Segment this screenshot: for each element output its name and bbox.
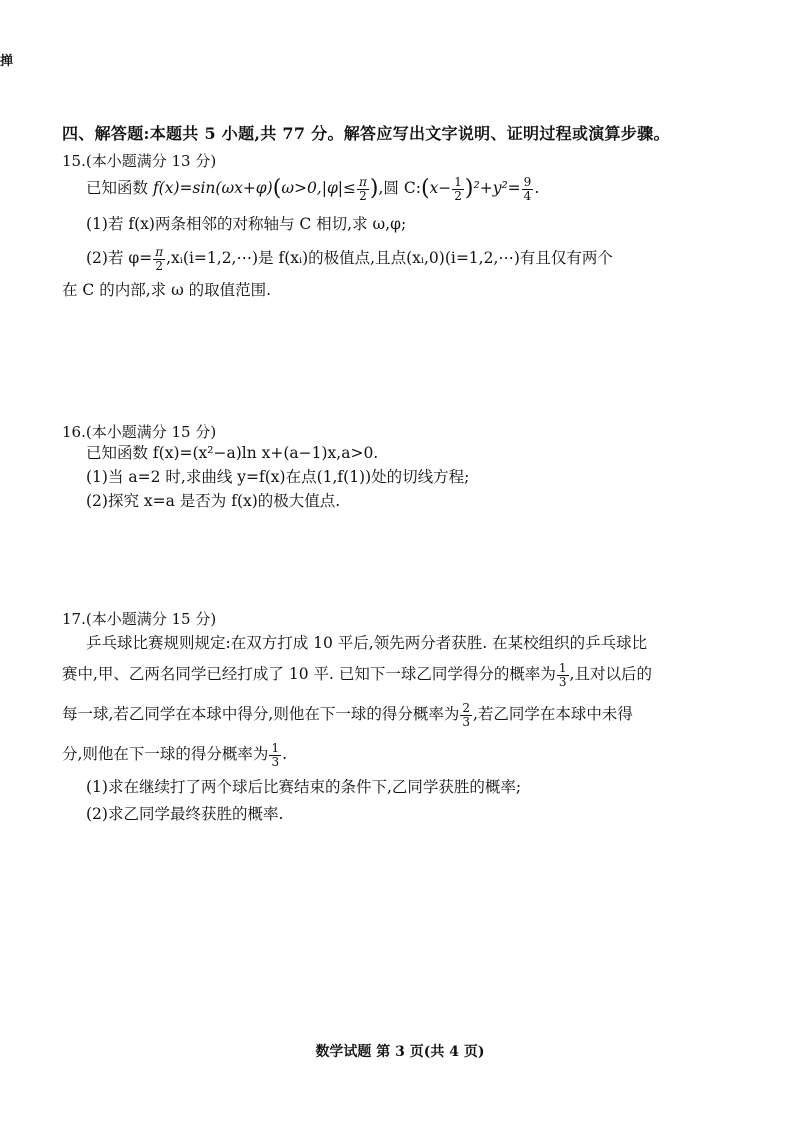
section-heading: 四、解答题:本题共 5 小题,共 77 分。解答应写出文字说明、证明过程或演算步骤。	[62, 124, 670, 143]
fraction-pi-over-2: $\frac{\pi}{2}$	[359, 175, 367, 203]
circle-rest: ²+y²=	[473, 179, 521, 198]
circle-label: ,圆 C:	[378, 179, 421, 198]
problem-15-part-2: (2)若 φ= $\frac{\pi}{2}$ ,xᵢ(i=1,2,⋯)是 f(xᵢ)的极值点,且点(xᵢ,0)(i=1,2,⋯)有且仅有两个	[86, 245, 613, 273]
problem-17-line-2: 赛中,甲、乙两名同学已经打成了 10 平. 已知下一球乙同学得分的概率为 $\frac{1}{3}$ ,且对以后的	[62, 661, 652, 689]
problem-16-part-2: (2)探究 x=a 是否为 f(x)的极大值点.	[86, 492, 341, 510]
function-expression: f(x)=sin(ωx+φ)	[152, 179, 273, 198]
fraction-one-third: $\frac{1}{3}$	[558, 661, 567, 689]
problem-17-head: 17.(本小题满分 15 分)	[62, 610, 217, 628]
corner-mark: 掸	[0, 54, 14, 69]
fraction-nine-fourths: $\frac{9}{4}$	[523, 175, 532, 203]
fraction-one-third: $\frac{1}{3}$	[271, 741, 280, 769]
problem-15-line-1: 已知函数 f(x)=sin(ωx+φ)(ω>0,|φ|≤ $\frac{\pi}{2}$ ),圆 C:(x− $\frac{1}{2}$ )²+y²= $\frac{9}{4}$ .	[86, 175, 540, 203]
fraction-one-half: $\frac{1}{2}$	[454, 175, 462, 203]
problem-16-part-1: (1)当 a=2 时,求曲线 y=f(x)在点(1,f(1))处的切线方程;	[86, 468, 470, 486]
page-footer: 数学试题 第 3 页(共 4 页)	[315, 1044, 485, 1060]
problem-17-line-3: 每一球,若乙同学在本球中得分,则他在下一球的得分概率为 $\frac{2}{3}$ ,若乙同学在本球中未得	[62, 701, 633, 729]
problem-15-part-1: (1)若 f(x)两条相邻的对称轴与 C 相切,求 ω,φ;	[86, 215, 407, 233]
problem-17-part-1: (1)求在继续打了两个球后比赛结束的条件下,乙同学获胜的概率;	[86, 778, 522, 796]
problem-16-line-1: 已知函数 f(x)=(x²−a)ln x+(a−1)x,a>0.	[86, 444, 379, 462]
fraction-two-thirds: $\frac{2}{3}$	[462, 701, 470, 729]
problem-15-head: 15.(本小题满分 13 分)	[62, 152, 217, 170]
problem-15-text: 已知函数	[86, 179, 153, 198]
fraction-pi-over-2: $\frac{\pi}{2}$	[155, 245, 164, 273]
circle-term: x−	[429, 179, 452, 198]
problem-17-line-1: 乒乓球比赛规则规定:在双方打成 10 平后,领先两分者获胜. 在某校组织的乒乓球比	[86, 634, 648, 652]
condition-text: ω>0,|φ|≤	[281, 179, 357, 198]
problem-17-part-2: (2)求乙同学最终获胜的概率.	[86, 805, 284, 823]
problem-16-head: 16.(本小题满分 15 分)	[62, 423, 217, 441]
problem-15-part-2-cont: 在 C 的内部,求 ω 的取值范围.	[62, 281, 272, 299]
problem-17-line-4: 分,则他在下一球的得分概率为 $\frac{1}{3}$ .	[62, 741, 288, 769]
